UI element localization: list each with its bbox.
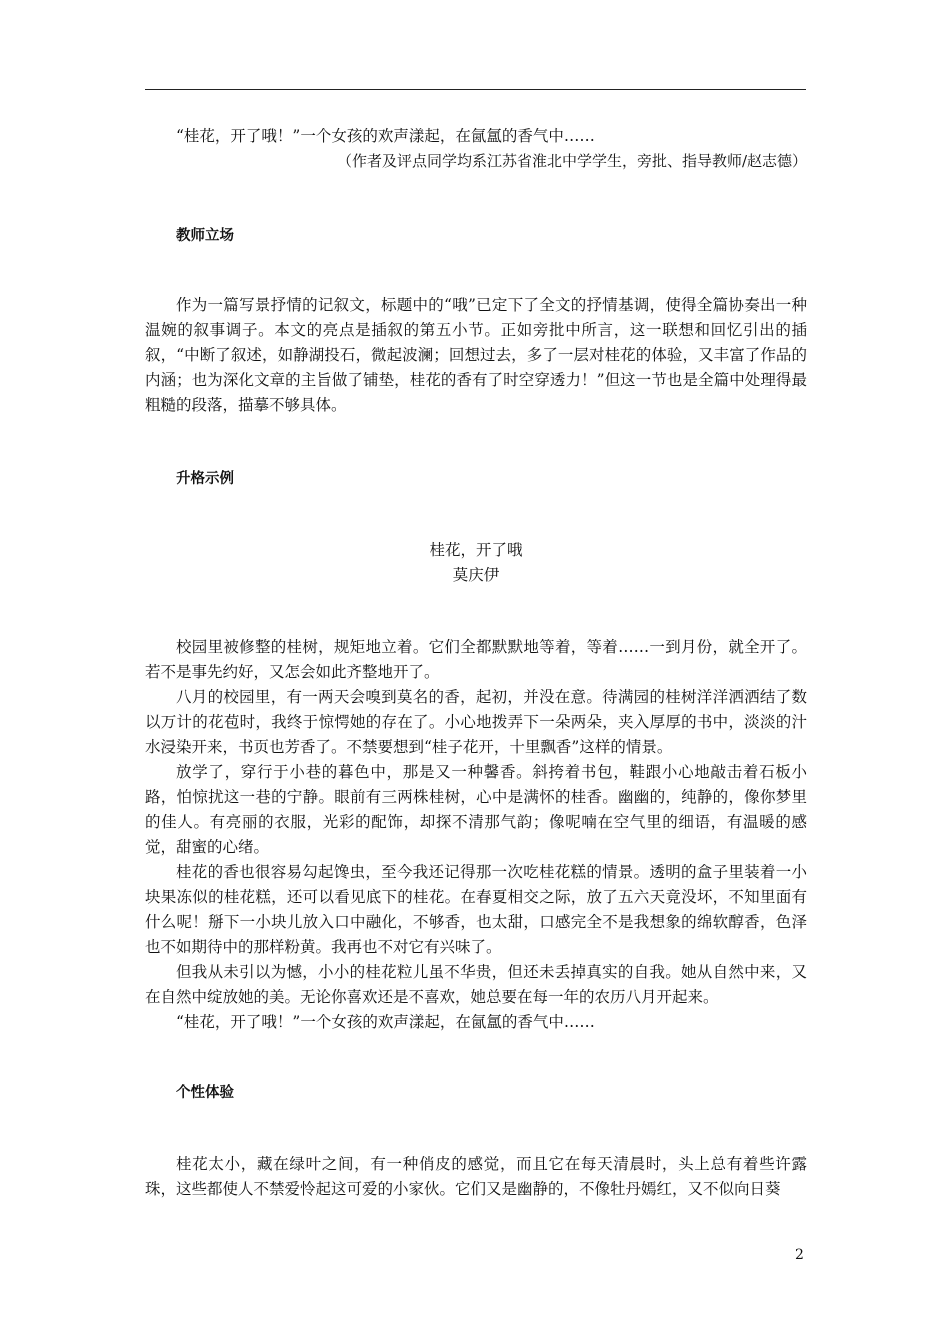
top-quote: “桂花，开了哦！”一个女孩的欢声漾起，在氤氲的香气中…… xyxy=(176,127,595,145)
heading-upgrade-example: 升格示例 xyxy=(176,471,234,487)
page-number: 2 xyxy=(795,1247,804,1263)
heading-teacher-stance: 教师立场 xyxy=(176,228,234,244)
top-quote-block xyxy=(145,124,807,149)
essay-paragraph: 放学了，穿行于小巷的暮色中，那是又一种馨香。斜挎着书包，鞋跟小心地敲击着石板小路，怕惊扰这一巷的宁静。眼前有三两株桂树，心中是满怀的桂香。幽幽的，纯静的，像你梦里的佳人。有亮丽的衣服，光彩的配饰，却探不清那气韵；像呢喃在空气里的细语，有温暖的感觉，甜蜜的心绪。 xyxy=(145,763,807,856)
essay-paragraph: 校园里被修整的桂树，规矩地立着。它们全都默默地等着，等着……一到月份，就全开了。若不是事先约好，又怎会如此齐整地开了。 xyxy=(145,638,807,681)
essay-paragraph: 八月的校园里，有一两天会嗅到莫名的香，起初，并没在意。待满园的桂树洋洋洒洒结了数以万计的花苞时，我终于惊愕她的存在了。小心地拨弄下一朵两朵，夹入厚厚的书中，淡淡的汁水浸染开来，书页也芳香了。不禁要想到“桂子花开，十里飘香”这样的情景。 xyxy=(145,688,807,756)
teacher-comment-paragraph: 作为一篇写景抒情的记叙文，标题中的“哦”已定下了全文的抒情基调，使得全篇协奏出一种温婉的叙事调子。本文的亮点是插叙的第五小节。正如旁批中所言，这一联想和回忆引出的插叙，“中断了叙述，如静湖投石，微起波澜；回想过去，多了一层对桂花的体验，又丰富了作品的内涵；也为深化文章的主旨做了铺垫，桂花的香有了时空穿透力！”但这一节也是全篇中处理得最粗糙的段落，描摹不够具体。 xyxy=(145,296,807,414)
teacher-comment-block xyxy=(145,293,807,418)
essay-title: 桂花，开了哦 xyxy=(429,541,523,559)
essay-paragraph: 但我从未引以为憾，小小的桂花粒儿虽不华贵，但还未丢掉真实的自我。她从自然中来，又在自然中绽放她的美。无论你喜欢还是不喜欢，她总要在每一年的农历八月开起来。 xyxy=(145,963,807,1006)
heading-personal-experience: 个性体验 xyxy=(176,1085,234,1101)
essay-paragraph: 桂花的香也很容易勾起馋虫，至今我还记得那一次吃桂花糕的情景。透明的盒子里装着一小块果冻似的桂花糕，还可以看见底下的桂花。在春夏相交之际，放了五六天竟没坏，不知里面有什么呢！掰下一小块儿放入口中融化，不够香，也太甜，口感完全不是我想象的绵软醇香，色泽也不如期待中的那样粉黄。我再也不对它有兴味了。 xyxy=(145,863,807,956)
essay-body xyxy=(145,635,807,1035)
personal-experience-paragraph: 桂花太小，藏在绿叶之间，有一种俏皮的感觉，而且它在每天清晨时，头上总有着些许露珠，这些都使人不禁爱怜起这可爱的小家伙。它们又是幽静的，不像牡丹嫣红，又不似向日葵 xyxy=(145,1155,807,1198)
essay-author: 莫庆伊 xyxy=(452,566,500,584)
personal-experience-block xyxy=(145,1152,807,1202)
essay-paragraph: “桂花，开了哦！”一个女孩的欢声漾起，在氤氲的香气中…… xyxy=(176,1013,595,1031)
author-credit: （作者及评点同学均系江苏省淮北中学学生，旁批、指导教师/赵志德） xyxy=(336,152,807,170)
header-rule xyxy=(145,89,806,90)
